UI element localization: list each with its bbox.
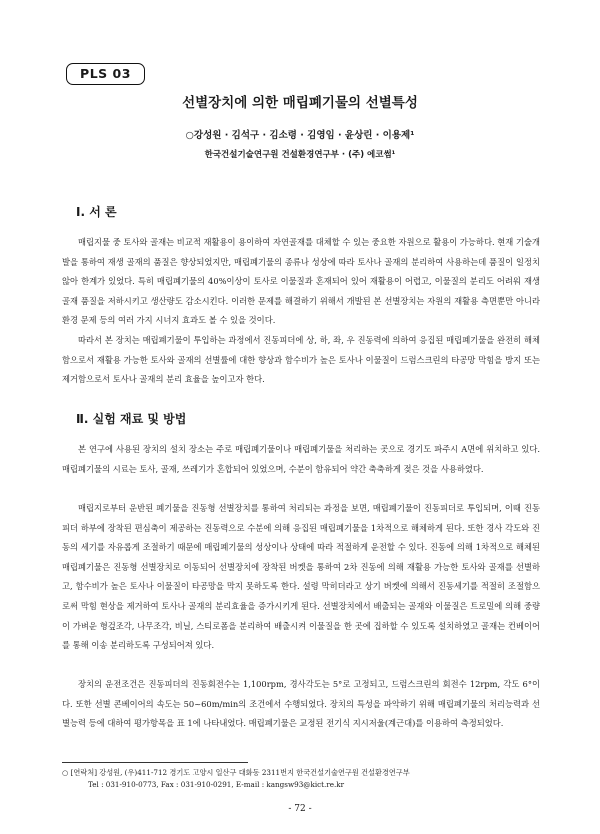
footnote-contact: ○ [연락처] 강성원, (우)411-712 경기도 고양시 일산구 대화동 2311번지 한국건설기술연구원 건설환경연구부 [62,768,410,777]
intro-paragraph-2: 따라서 본 장치는 매립폐기물이 투입하는 과정에서 진동피더에 상, 하, 좌, 우 진동력에 의하여 응집된 매립폐기물을 완전히 해체함으로서 재활용 가능한 토사와 골재의 선별률에 대한 향상과 함수비가 높은 토사나 이물질이 드럼스크린의 타공망 막힘을 방지 또는 제거함으로서 토사나 골재의 분리 효율을 높이고자 한다. [62,335,540,385]
methods-paragraph-1: 본 연구에 사용된 장치의 설치 장소는 주로 매립폐기물이나 매립폐기물을 처리하는 곳으로 경기도 파주시 A면에 위치하고 있다. 매립폐기물의 시료는 토사, 골재, 쓰레기가 혼합되어 있었으며, 수분이 함유되어 약간 축축하게 젖은 것을 사용하였다. [62,444,540,474]
footnote-divider [62,762,248,763]
paper-title: 선별장치에 의한 매립폐기물의 선별특성 [182,95,418,111]
session-badge: PLS 03 [66,63,145,85]
methods-paragraph-2: 매립지로부터 운반된 폐기물을 진동형 선별장치를 통하여 처리되는 과정을 보면, 매립폐기물이 진동피더로 투입되며, 이때 진동피더 하부에 장착된 편심축이 제공하는 진동력으로 수분에 의해 응집된 매립폐기물을 1차적으로 해체하게 된다. 또한 경사 각도와 진동의 세기를 자유롭게 조절하기 때문에 매립폐기물의 성상이나 상태에 따라 적절하게 운전할 수 있다. 진동에 의해 1차적으로 해체된 매립폐기물은 진동형 선별장치로 이동되어 선별장치에 장착된 버켓을 통하여 2차 진동에 의해 재활용 가능한 토사와 골재를 선별하고, 함수비가 높은 토사나 이물질이 타공망을 막지 못하도록 한다. 설령 막히더라고 상기 버켓에 의해서 진동세기를 적절히 조절함으로써 막힘 현상을 제거하여 토사나 골재의 분리효율을 증가시키게 된다. 선별장치에서 배출되는 골재와 이물질은 트로밀에 의해 중량이 가벼운 형겊조각, 나무조각, 비닐, 스티로폼을 분리하여 배출시켜 이물질을 한 곳에 집하할 수 있도록 설치하였고 골재는 컨베이어를 통해 이송 분리하도록 구성되어져 있다. [62,503,540,651]
footnote-contact-details: Tel : 031-910-0773, Fax : 031-910-0291, E-mail : kangsw93@kict.re.kr [88,780,345,789]
section-heading-introduction: Ⅰ. 서 론 [76,205,117,219]
intro-paragraph-1: 매립지물 중 토사와 골재는 비교적 재활용이 용이하여 자연골재를 대체할 수 있는 중요한 자원으로 활용이 가능하다. 현재 기술개발을 통하여 재생 골재의 품질은 향상되었지만, 매립폐기물의 종류나 성상에 따라 토사나 골재의 분리하여 사용하는데 품질이 일정치 않아 한계가 있었다. 특히 매립폐기물의 40%이상이 토사로 이물질과 혼재되어 있어 재활용이 어렵고, 이물질의 분리도 어려워 재생골재 품질을 저하시키고 생산량도 감소시킨다. 이러한 문제를 해결하기 위해서 개발된 본 선별장치는 자원의 재활용 측면뿐만 아니라 환경 문제 등의 여러 가지 시너지 효과도 볼 수 있을 것이다. [62,237,540,326]
author-list: ○강성원 · 김석구 · 김소령 · 김영임 · 윤상린 · 이용제¹ [185,130,415,141]
methods-paragraph-3: 장치의 운전조건은 진동피더의 진동회전수는 1,100rpm, 경사각도는 5°로 고정되고, 드럼스크린의 회전수 12rpm, 각도 6°이다. 또한 선별 콘베이어의 속도는 50~60m/min의 조건에서 수행되었다. 장치의 특성을 파악하기 위해 매립폐기물의 처리능력과 선별능력 등에 대하여 평가항목을 표 1에 나타내었다. 매립폐기물은 교정된 전기식 지시저울(계근대)를 이용하여 측정되었다. [62,679,540,729]
page-number: - 72 - [288,804,312,814]
section-heading-methods: Ⅱ. 실험 재료 및 방법 [76,412,187,426]
affiliation: 한국건설기술연구원 건설환경연구부 · (주) 에코썸¹ [204,150,396,160]
